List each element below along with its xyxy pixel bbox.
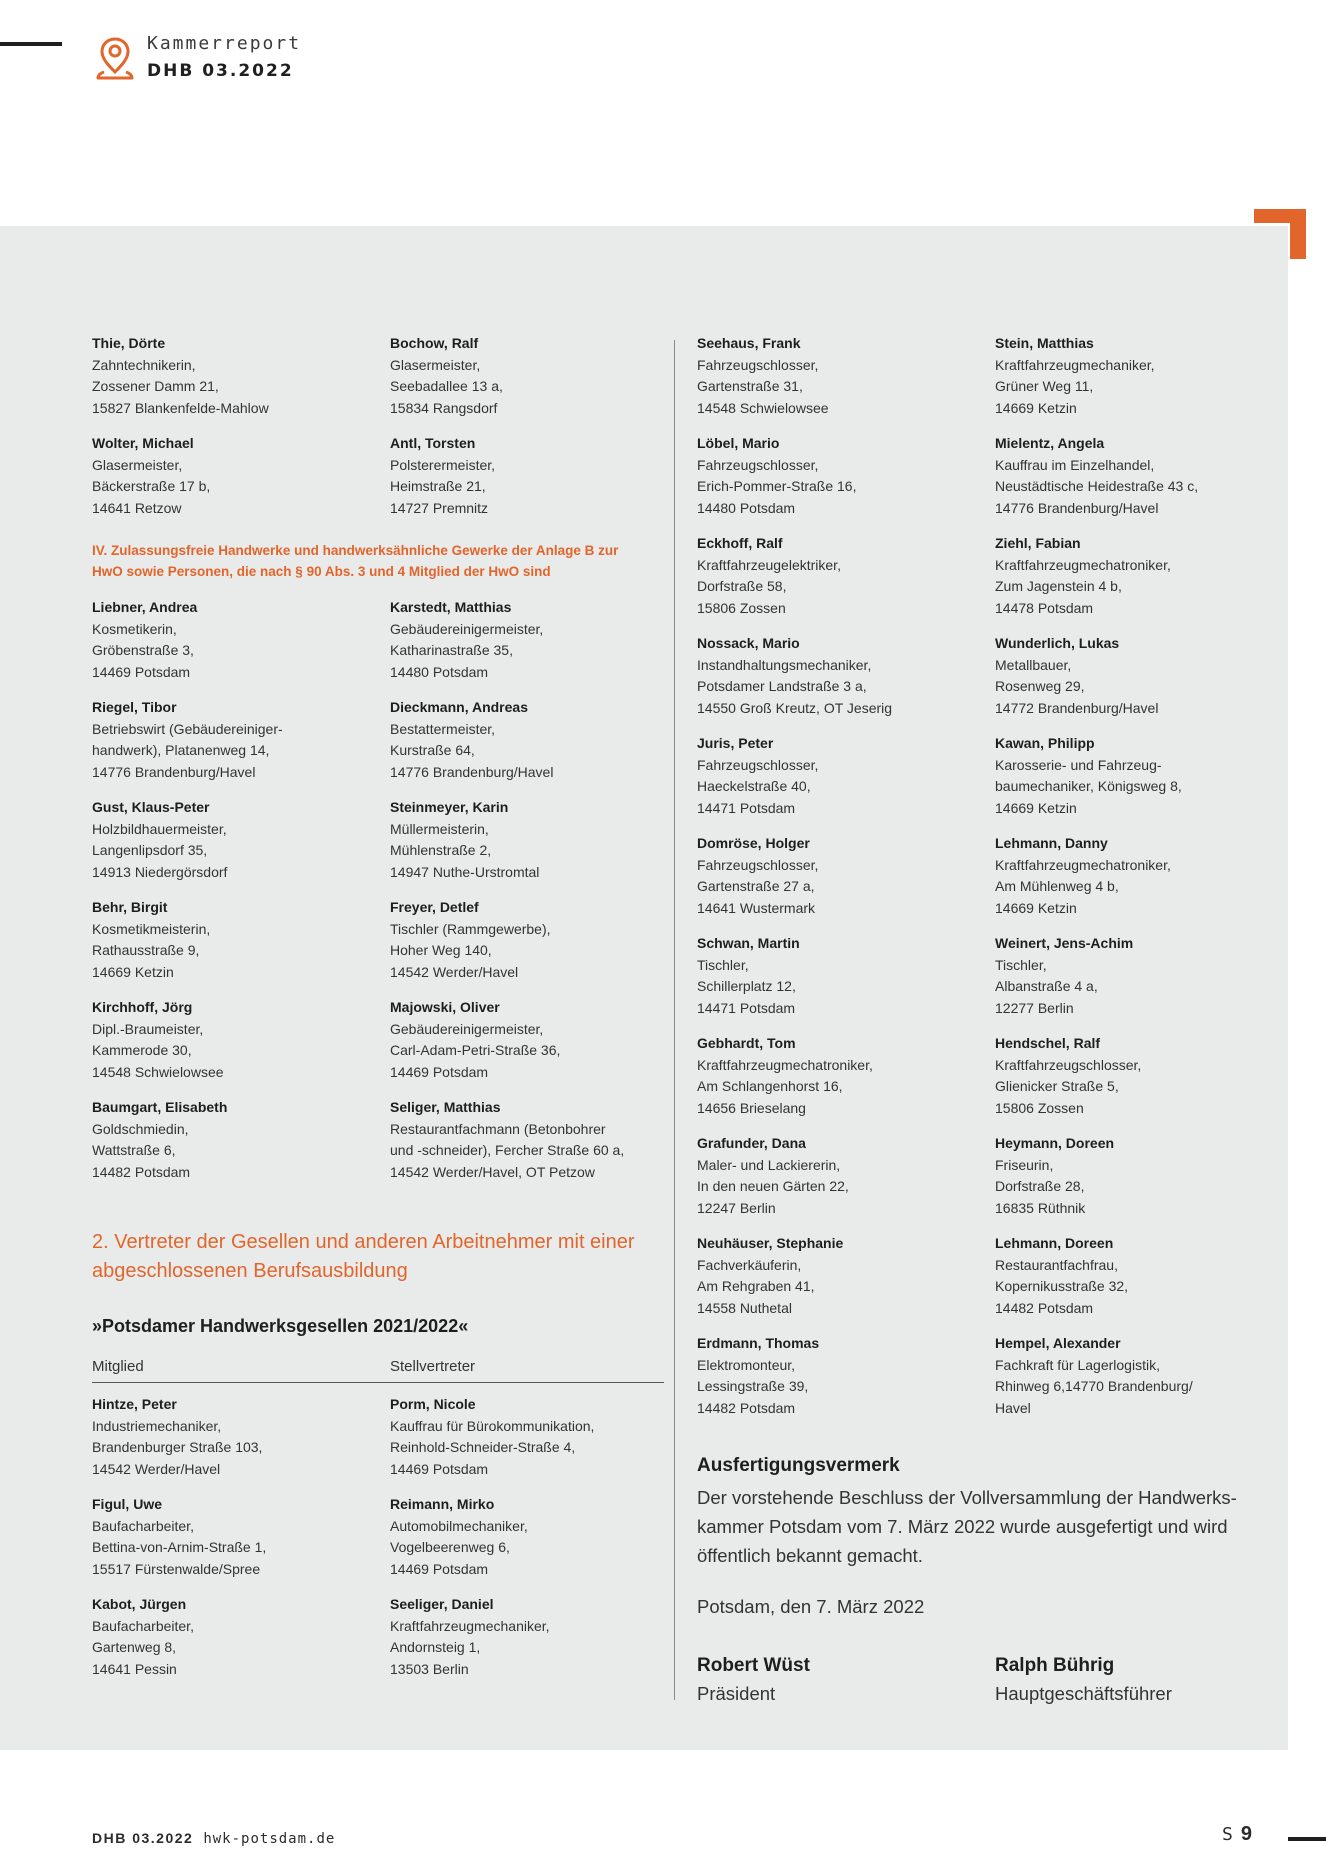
entry-line: Automobilmechaniker, [390,1517,528,1534]
entry-loebel [697,433,987,519]
entry-line: Rosenweg 29, [995,678,1085,694]
entry-line: 14482 Potsdam [995,1299,1094,1316]
entry-kawan [995,733,1285,819]
entry-line: Gröbenstraße 3, [92,642,194,658]
entry-line: Kraftfahrzeugmechatroniker, [995,556,1171,573]
entry-line: Tischler, [995,956,1047,973]
entry-name: Wolter, Michael [92,435,194,451]
entry-liebner [92,597,382,683]
entry-ziehl [995,533,1285,619]
entry-line: Am Schlangenhorst 16, [697,1078,843,1094]
entry-heymann [995,1133,1285,1219]
entry-line: Neustädtische Heidestraße 43 c, [995,478,1199,494]
corner-mark-icon [1254,209,1306,259]
footer-rule [1288,1837,1326,1841]
entry-name: Domröse, Holger [697,835,810,851]
entry-line: Gartenstraße 31, [697,378,803,394]
entry-erdmann [697,1333,987,1419]
entry-schwan [697,933,987,1019]
entry-line: Mühlenstraße 2, [390,842,492,858]
entry-line: Tischler, [697,956,749,973]
entry-line: Kopernikusstraße 32, [995,1278,1129,1294]
signatory-role: Präsident [697,1683,776,1704]
entry-porm [390,1394,680,1480]
entry-line: Rhinweg 6,14770 Brandenburg/ [995,1378,1193,1394]
entry-line: 12277 Berlin [995,999,1074,1016]
entry-weinert [995,933,1285,1019]
entry-name: Freyer, Detlef [390,899,479,915]
entry-hintze [92,1394,382,1480]
entry-line: Gartenstraße 27 a, [697,878,815,894]
entry-line: 14669 Ketzin [995,399,1077,416]
entry-line: Andornsteig 1, [390,1639,481,1655]
entry-name: Steinmeyer, Karin [390,799,509,815]
entry-name: Lehmann, Danny [995,835,1108,851]
entry-line: Restaurantfachmann (Betonbohrer [390,1120,606,1137]
entry-seliger [390,1097,680,1183]
entry-line: 15806 Zossen [995,1099,1084,1116]
entry-line: Kauffrau im Einzelhandel, [995,456,1155,473]
entry-line: 14550 Groß Kreutz, OT Jeserig [697,699,893,716]
entry-name: Liebner, Andrea [92,599,198,615]
entry-line: 14641 Retzow [92,499,182,516]
entry-line: Maler- und Lackiererin, [697,1156,841,1173]
entry-name: Behr, Birgit [92,899,168,915]
signatory-role: Hauptgeschäftsführer [995,1683,1172,1704]
entry-riegel [92,697,382,783]
entry-line: Havel [995,1399,1031,1416]
entry-majowski [390,997,680,1083]
entry-steinmeyer [390,797,680,883]
ausfertigung-line: Der vorstehende Beschluss der Vollversammlung der Handwerks- [697,1487,1237,1508]
entry-line: Glasermeister, [390,356,481,373]
entry-line: Fachverkäuferin, [697,1256,802,1273]
entry-line: Betriebswirt (Gebäudereiniger- [92,720,283,737]
entry-name: Eckhoff, Ralf [697,535,783,551]
entry-line: Metallbauer, [995,656,1072,673]
entry-line: Langenlipsdorf 35, [92,842,208,858]
entry-name: Neuhäuser, Stephanie [697,1235,844,1251]
entry-name: Grafunder, Dana [697,1135,806,1151]
entry-line: Schillerplatz 12, [697,978,796,994]
entry-seeliger [390,1594,680,1680]
entry-line: 15834 Rangsdorf [390,399,498,416]
entry-name: Heymann, Doreen [995,1135,1115,1151]
entry-name: Löbel, Mario [697,435,780,451]
magazine-title: Kammerreport [147,33,302,54]
entry-name: Hendschel, Ralf [995,1035,1101,1051]
entry-line: Kraftfahrzeugmechaniker, [390,1617,550,1634]
entry-juris [697,733,987,819]
section-2-heading: 2. Vertreter der Gesellen und anderen Arbeitnehmer mit einer abgeschlossenen Berufsausbildung [92,1231,635,1282]
entry-line: 12247 Berlin [697,1199,776,1216]
ausfertigung-title: Ausfertigungsvermerk [697,1455,900,1476]
entry-line: Gebäudereinigermeister, [390,620,544,637]
entry-reimann [390,1494,680,1580]
entry-line: Zum Jagenstein 4 b, [995,578,1122,594]
signatory-name: Robert Wüst [697,1655,810,1676]
entry-line: Restaurantfachfrau, [995,1256,1118,1273]
entry-line: 14548 Schwielowsee [92,1063,224,1080]
entry-line: Zossener Damm 21, [92,378,219,394]
entry-line: 14542 Werder/Havel, OT Petzow [390,1163,595,1180]
entry-line: Kosmetikmeisterin, [92,920,211,937]
header-rule [0,42,62,46]
section-iv-heading: IV. Zulassungsfreie Handwerke und handwerksähnliche Gewerke der Anlage B zur HwO sowie Personen, die nach § 90 Abs. 3 und 4 Mitglied der HwO sind [92,543,619,579]
entry-line: Dorfstraße 58, [697,578,787,594]
entry-line: Brandenburger Straße 103, [92,1439,263,1455]
entry-line: Kraftfahrzeugelektriker, [697,556,841,573]
entry-nossack [697,633,987,719]
footer-url[interactable]: hwk-potsdam.de [203,1831,336,1847]
entry-thie [92,333,382,419]
entry-line: 14669 Ketzin [92,963,174,980]
entry-antl [390,433,680,519]
entry-name: Hintze, Peter [92,1396,177,1412]
entry-line: Reinhold-Schneider-Straße 4, [390,1439,576,1455]
entry-line: baumechaniker, Königsweg 8, [995,778,1182,794]
entry-line: Kauffrau für Bürokommunikation, [390,1417,595,1434]
entry-line: Bäckerstraße 17 b, [92,478,211,494]
entry-name: Thie, Dörte [92,335,166,351]
entry-name: Stein, Matthias [995,335,1094,351]
entry-line: Holzbildhauermeister, [92,820,227,837]
entry-line: 14469 Potsdam [390,1063,489,1080]
entry-name: Weinert, Jens-Achim [995,935,1134,951]
entry-line: Vogelbeerenweg 6, [390,1539,510,1555]
page-number [1222,1823,1252,1846]
entry-line: Bestattermeister, [390,720,496,737]
entry-name: Kirchhoff, Jörg [92,999,193,1015]
footer-left [92,1830,335,1847]
table-header-rule [92,1382,664,1383]
entry-lehmann-doreen [995,1233,1285,1319]
entry-line: Katharinastraße 35, [390,642,513,658]
entry-line: Haeckelstraße 40, [697,778,811,794]
entry-name: Ziehl, Fabian [995,535,1081,551]
entry-line: Elektromonteur, [697,1356,796,1373]
entry-line: 15806 Zossen [697,599,786,616]
entry-behr [92,897,382,983]
page-number-value: 9 [1240,1823,1252,1845]
magazine-issue: DHB 03.2022 [147,61,294,81]
entry-seehaus [697,333,987,419]
entry-name: Dieckmann, Andreas [390,699,528,715]
entry-name: Riegel, Tibor [92,699,177,715]
entry-line: 14656 Brieselang [697,1099,806,1116]
entry-line: Kraftfahrzeugmechaniker, [995,356,1155,373]
entry-line: 14913 Niedergörsdorf [92,863,228,880]
entry-mielentz [995,433,1285,519]
entry-baumgart [92,1097,382,1183]
entry-line: 14542 Werder/Havel [390,963,519,980]
ausfertigung-line: kammer Potsdam vom 7. März 2022 wurde ausgefertigt und wird [697,1516,1228,1537]
column-header-member: Mitglied [92,1358,144,1375]
entry-eckhoff [697,533,987,619]
entry-line: Potsdamer Landstraße 3 a, [697,678,867,694]
entry-line: 14776 Brandenburg/Havel [390,763,554,780]
entry-stein [995,333,1285,419]
entry-line: Kammerode 30, [92,1042,192,1058]
group-heading: »Potsdamer Handwerksgesellen 2021/2022« [92,1316,469,1336]
entry-line: Erich-Pommer-Straße 16, [697,478,857,494]
entry-line: Heimstraße 21, [390,478,486,494]
entry-bochow [390,333,680,419]
entry-line: Carl-Adam-Petri-Straße 36, [390,1042,561,1058]
entry-line: Kraftfahrzeugmechatroniker, [995,856,1171,873]
entry-hempel [995,1333,1285,1419]
entry-line: Am Rehgraben 41, [697,1278,815,1294]
entry-line: 14478 Potsdam [995,599,1094,616]
entry-name: Schwan, Martin [697,935,800,951]
entry-gust [92,797,382,883]
location-pin-icon [94,36,136,82]
entry-line: Goldschmiedin, [92,1120,189,1137]
entry-name: Kabot, Jürgen [92,1596,187,1612]
ausfertigung-line: öffentlich bekannt gemacht. [697,1545,923,1566]
entry-karstedt [390,597,680,683]
entry-dieckmann [390,697,680,783]
entry-line: Polsterermeister, [390,456,496,473]
entry-freyer [390,897,680,983]
entry-line: Fachkraft für Lagerlogistik, [995,1356,1160,1373]
entry-line: Tischler (Rammgewerbe), [390,920,551,937]
entry-line: Bettina-von-Arnim-Straße 1, [92,1539,267,1555]
entry-line: 14480 Potsdam [697,499,796,516]
entry-line: Fahrzeugschlosser, [697,756,819,773]
entry-name: Seehaus, Frank [697,335,801,351]
entry-name: Nossack, Mario [697,635,800,651]
entry-line: Instandhaltungsmechaniker, [697,656,872,673]
entry-line: Kraftfahrzeugschlosser, [995,1056,1142,1073]
entry-line: 14772 Brandenburg/Havel [995,699,1159,716]
entry-line: Glienicker Straße 5, [995,1078,1119,1094]
entry-line: 14641 Wustermark [697,899,816,916]
entry-name: Wunderlich, Lukas [995,635,1120,651]
entry-line: Glasermeister, [92,456,183,473]
entry-neuhaeuser [697,1233,987,1319]
entry-line: Am Mühlenweg 4 b, [995,878,1119,894]
entry-line: Kosmetikerin, [92,620,177,637]
entry-name: Lehmann, Doreen [995,1235,1114,1251]
entry-line: 14482 Potsdam [92,1163,191,1180]
entry-gebhardt [697,1033,987,1119]
entry-line: Lessingstraße 39, [697,1378,809,1394]
entry-line: Albanstraße 4 a, [995,978,1098,994]
entry-name: Reimann, Mirko [390,1496,495,1512]
entry-name: Gust, Klaus-Peter [92,799,210,815]
entry-line: Fahrzeugschlosser, [697,356,819,373]
entry-line: Kurstraße 64, [390,742,475,758]
entry-line: handwerk), Platanenweg 14, [92,742,270,758]
entry-line: Baufacharbeiter, [92,1617,194,1634]
entry-line: Gebäudereinigermeister, [390,1020,544,1037]
entry-line: 14469 Potsdam [390,1460,489,1477]
entry-line: Friseurin, [995,1156,1054,1173]
entry-line: Baufacharbeiter, [92,1517,194,1534]
entry-line: 14482 Potsdam [697,1399,796,1416]
entry-line: Hoher Weg 140, [390,942,492,958]
page-prefix: S [1222,1824,1233,1845]
entry-line: 14947 Nuthe-Urstromtal [390,863,540,880]
column-header-deputy: Stellvertreter [390,1358,476,1375]
entry-name: Mielentz, Angela [995,435,1105,451]
entry-line: 14471 Potsdam [697,799,796,816]
entry-line: 16835 Rüthnik [995,1199,1086,1216]
entry-line: 14469 Potsdam [92,663,191,680]
place-date: Potsdam, den 7. März 2022 [697,1596,925,1617]
entry-name: Kawan, Philipp [995,735,1095,751]
entry-kabot [92,1594,382,1680]
entry-name: Baumgart, Elisabeth [92,1099,228,1115]
entry-name: Figul, Uwe [92,1496,162,1512]
entry-grafunder [697,1133,987,1219]
entry-line: Müllermeisterin, [390,820,489,837]
entry-line: 14558 Nuthetal [697,1299,792,1316]
entry-line: 14469 Potsdam [390,1560,489,1577]
entry-line: Kraftfahrzeugmechatroniker, [697,1056,873,1073]
entry-line: 14548 Schwielowsee [697,399,829,416]
entry-line: 14669 Ketzin [995,899,1077,916]
entry-line: Grüner Weg 11, [995,378,1094,394]
entry-figul [92,1494,382,1580]
entry-line: Fahrzeugschlosser, [697,456,819,473]
signatory-name: Ralph Bührig [995,1655,1115,1676]
entry-line: 14471 Potsdam [697,999,796,1016]
entry-line: 15517 Fürstenwalde/Spree [92,1560,261,1577]
entry-name: Erdmann, Thomas [697,1335,820,1351]
entry-domroese [697,833,987,919]
entry-line: und -schneider), Fercher Straße 60 a, [390,1142,625,1158]
entry-name: Porm, Nicole [390,1396,476,1412]
entry-hendschel [995,1033,1285,1119]
entry-line: Dorfstraße 28, [995,1178,1085,1194]
entry-line: Wattstraße 6, [92,1142,176,1158]
entry-name: Juris, Peter [697,735,774,751]
entry-name: Karstedt, Matthias [390,599,512,615]
entry-line: 14542 Werder/Havel [92,1460,221,1477]
entry-kirchhoff [92,997,382,1083]
entry-line: Seebadallee 13 a, [390,378,503,394]
entry-line: In den neuen Gärten 22, [697,1178,849,1194]
ausfertigung-text [697,1483,1267,1570]
entry-line: Industriemechaniker, [92,1417,222,1434]
entry-line: Karosserie- und Fahrzeug- [995,756,1162,773]
entry-line: 14480 Potsdam [390,663,489,680]
entry-line: Rathausstraße 9, [92,942,200,958]
entry-line: Dipl.-Braumeister, [92,1020,204,1037]
entry-line: 14669 Ketzin [995,799,1077,816]
footer-issue: DHB 03.2022 [92,1830,194,1846]
entry-wolter [92,433,382,519]
entry-name: Seliger, Matthias [390,1099,501,1115]
entry-name: Bochow, Ralf [390,335,479,351]
entry-name: Antl, Torsten [390,435,476,451]
entry-line: 14641 Pessin [92,1660,177,1677]
entry-name: Seeliger, Daniel [390,1596,494,1612]
entry-line: Zahntechnikerin, [92,356,196,373]
entry-name: Hempel, Alexander [995,1335,1121,1351]
entry-wunderlich [995,633,1285,719]
entry-name: Gebhardt, Tom [697,1035,796,1051]
entry-line: 13503 Berlin [390,1660,469,1677]
entry-line: Fahrzeugschlosser, [697,856,819,873]
entry-line: 14776 Brandenburg/Havel [92,763,256,780]
entry-line: Gartenweg 8, [92,1639,177,1655]
entry-name: Majowski, Oliver [390,999,500,1015]
entry-line: 15827 Blankenfelde-Mahlow [92,399,269,416]
entry-line: 14776 Brandenburg/Havel [995,499,1159,516]
entry-line: 14727 Premnitz [390,499,489,516]
entry-lehmann-danny [995,833,1285,919]
